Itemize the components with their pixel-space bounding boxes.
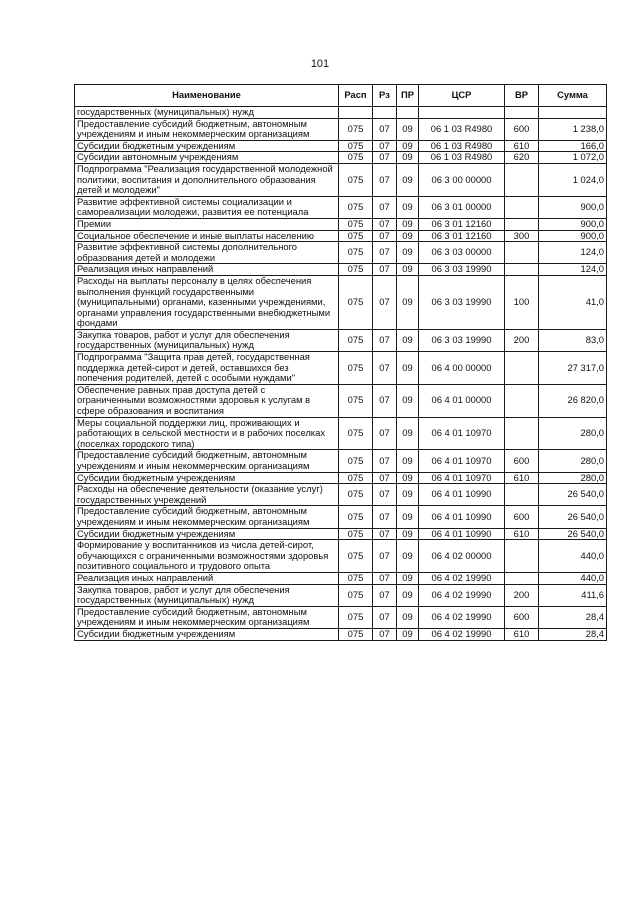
cell-pr: 09 (397, 163, 419, 196)
cell-rz: 07 (373, 118, 397, 140)
cell-rz: 07 (373, 242, 397, 264)
cell-csr: 06 4 00 00000 (419, 352, 505, 385)
cell-name: Предоставление субсидий бюджетным, автономным учреждениям и иным некоммерческим организациям (75, 450, 339, 472)
cell-pr: 09 (397, 329, 419, 351)
cell-rz: 07 (373, 584, 397, 606)
cell-csr: 06 3 01 00000 (419, 196, 505, 218)
cell-rz: 07 (373, 384, 397, 417)
cell-rasp: 075 (339, 242, 373, 264)
cell-csr: 06 3 01 12160 (419, 230, 505, 242)
cell-vr: 600 (505, 606, 539, 628)
cell-sum: 28,4 (539, 606, 607, 628)
cell-rz: 07 (373, 572, 397, 584)
table-row (75, 196, 607, 218)
cell-csr: 06 4 02 19990 (419, 606, 505, 628)
header-rz: Рз (373, 85, 397, 107)
cell-vr: 620 (505, 152, 539, 164)
table-row (75, 628, 607, 640)
cell-sum: 900,0 (539, 196, 607, 218)
cell-pr: 09 (397, 384, 419, 417)
cell-rz: 07 (373, 606, 397, 628)
cell-vr (505, 196, 539, 218)
cell-csr: 06 1 03 R4980 (419, 140, 505, 152)
cell-rasp: 075 (339, 275, 373, 329)
table-header-row (75, 85, 607, 107)
cell-csr: 06 3 03 19990 (419, 329, 505, 351)
cell-rasp: 075 (339, 628, 373, 640)
cell-sum: 26 540,0 (539, 528, 607, 540)
cell-csr (419, 107, 505, 119)
table-row (75, 352, 607, 385)
cell-rasp: 075 (339, 472, 373, 484)
cell-rz: 07 (373, 218, 397, 230)
cell-sum: 28,4 (539, 628, 607, 640)
cell-rz: 07 (373, 628, 397, 640)
cell-name: Субсидии автономным учреждениям (75, 152, 339, 164)
table-row (75, 472, 607, 484)
cell-rz: 07 (373, 540, 397, 573)
cell-sum: 41,0 (539, 275, 607, 329)
cell-csr: 06 4 02 19990 (419, 572, 505, 584)
cell-csr: 06 4 01 10970 (419, 472, 505, 484)
cell-pr: 09 (397, 540, 419, 573)
cell-sum: 440,0 (539, 540, 607, 573)
table-row (75, 417, 607, 450)
cell-vr: 600 (505, 118, 539, 140)
table-row (75, 540, 607, 573)
cell-rasp: 075 (339, 352, 373, 385)
cell-vr: 600 (505, 450, 539, 472)
cell-csr: 06 3 00 00000 (419, 163, 505, 196)
table-row (75, 450, 607, 472)
cell-rz: 07 (373, 329, 397, 351)
table-row (75, 528, 607, 540)
cell-csr: 06 4 02 00000 (419, 540, 505, 573)
cell-name: Подпрограмма "Защита прав детей, государственная поддержка детей-сирот и детей, оставшихся без попечения родителей, детей с особыми нуждами" (75, 352, 339, 385)
cell-name: государственных (муниципальных) нужд (75, 107, 339, 119)
cell-vr (505, 352, 539, 385)
cell-vr: 300 (505, 230, 539, 242)
cell-pr: 09 (397, 417, 419, 450)
cell-name: Реализация иных направлений (75, 264, 339, 276)
table-row (75, 118, 607, 140)
cell-csr: 06 3 01 12160 (419, 218, 505, 230)
cell-rasp: 075 (339, 484, 373, 506)
table-row (75, 264, 607, 276)
cell-name: Меры социальной поддержки лиц, проживающих и работающих в сельской местности и в рабочих поселках (поселках городского типа) (75, 417, 339, 450)
table-row (75, 152, 607, 164)
table-row (75, 329, 607, 351)
cell-sum (539, 107, 607, 119)
cell-name: Закупка товаров, работ и услуг для обеспечения государственных (муниципальных) нужд (75, 329, 339, 351)
cell-name: Субсидии бюджетным учреждениям (75, 472, 339, 484)
cell-pr: 09 (397, 152, 419, 164)
cell-pr: 09 (397, 352, 419, 385)
cell-rz: 07 (373, 196, 397, 218)
cell-vr: 100 (505, 275, 539, 329)
cell-name: Обеспечение равных прав доступа детей с ограниченными возможностями здоровья к услугам в сфере образования и воспитания (75, 384, 339, 417)
cell-csr: 06 3 03 19990 (419, 275, 505, 329)
header-pr: ПР (397, 85, 419, 107)
cell-rasp: 075 (339, 163, 373, 196)
cell-csr: 06 4 01 10990 (419, 528, 505, 540)
cell-name: Субсидии бюджетным учреждениям (75, 628, 339, 640)
cell-vr: 610 (505, 472, 539, 484)
cell-pr: 09 (397, 196, 419, 218)
cell-rz: 07 (373, 230, 397, 242)
table-row (75, 275, 607, 329)
cell-pr: 09 (397, 606, 419, 628)
cell-rz: 07 (373, 484, 397, 506)
table-row (75, 242, 607, 264)
cell-name: Предоставление субсидий бюджетным, автономным учреждениям и иным некоммерческим организациям (75, 606, 339, 628)
cell-vr (505, 384, 539, 417)
cell-rz: 07 (373, 506, 397, 528)
cell-csr: 06 3 03 19990 (419, 264, 505, 276)
cell-vr: 600 (505, 506, 539, 528)
cell-sum: 280,0 (539, 450, 607, 472)
cell-csr: 06 4 01 00000 (419, 384, 505, 417)
cell-name: Закупка товаров, работ и услуг для обеспечения государственных (муниципальных) нужд (75, 584, 339, 606)
cell-pr: 09 (397, 628, 419, 640)
cell-pr: 09 (397, 218, 419, 230)
cell-vr: 610 (505, 528, 539, 540)
cell-rasp: 075 (339, 264, 373, 276)
table-row (75, 230, 607, 242)
cell-csr: 06 4 02 19990 (419, 628, 505, 640)
cell-vr (505, 218, 539, 230)
cell-pr: 09 (397, 140, 419, 152)
cell-name: Премии (75, 218, 339, 230)
cell-rasp: 075 (339, 230, 373, 242)
cell-sum: 411,6 (539, 584, 607, 606)
cell-rasp: 075 (339, 218, 373, 230)
cell-vr (505, 242, 539, 264)
cell-sum: 26 540,0 (539, 484, 607, 506)
cell-name: Предоставление субсидий бюджетным, автономным учреждениям и иным некоммерческим организациям (75, 118, 339, 140)
cell-rasp: 075 (339, 140, 373, 152)
cell-csr: 06 4 02 19990 (419, 584, 505, 606)
cell-sum: 124,0 (539, 242, 607, 264)
cell-pr: 09 (397, 118, 419, 140)
cell-pr: 09 (397, 275, 419, 329)
cell-rasp: 075 (339, 540, 373, 573)
cell-name: Субсидии бюджетным учреждениям (75, 528, 339, 540)
cell-csr: 06 1 03 R4980 (419, 152, 505, 164)
cell-rz: 07 (373, 275, 397, 329)
cell-rz: 07 (373, 140, 397, 152)
cell-rz: 07 (373, 417, 397, 450)
cell-csr: 06 4 01 10970 (419, 417, 505, 450)
cell-rz: 07 (373, 528, 397, 540)
cell-csr: 06 4 01 10970 (419, 450, 505, 472)
cell-sum: 124,0 (539, 264, 607, 276)
cell-rasp: 075 (339, 329, 373, 351)
cell-name: Развитие эффективной системы социализации и самореализации молодежи, развития ее потенциала (75, 196, 339, 218)
cell-name: Расходы на обеспечение деятельности (оказание услуг) государственных учреждений (75, 484, 339, 506)
table-row (75, 218, 607, 230)
cell-rz: 07 (373, 163, 397, 196)
cell-rz: 07 (373, 352, 397, 385)
cell-name: Развитие эффективной системы дополнительного образования детей и молодежи (75, 242, 339, 264)
cell-rasp: 075 (339, 584, 373, 606)
cell-rz (373, 107, 397, 119)
cell-vr (505, 417, 539, 450)
cell-vr: 610 (505, 628, 539, 640)
cell-name: Социальное обеспечение и иные выплаты населению (75, 230, 339, 242)
table-row (75, 484, 607, 506)
cell-csr: 06 4 01 10990 (419, 506, 505, 528)
table-row (75, 163, 607, 196)
cell-vr (505, 264, 539, 276)
cell-sum: 26 820,0 (539, 384, 607, 417)
cell-vr (505, 163, 539, 196)
cell-rasp: 075 (339, 196, 373, 218)
cell-vr (505, 107, 539, 119)
cell-sum: 900,0 (539, 218, 607, 230)
cell-rasp: 075 (339, 506, 373, 528)
header-sum: Сумма (539, 85, 607, 107)
cell-rasp: 075 (339, 118, 373, 140)
cell-pr: 09 (397, 450, 419, 472)
cell-sum: 280,0 (539, 417, 607, 450)
cell-rasp: 075 (339, 152, 373, 164)
cell-sum: 1 072,0 (539, 152, 607, 164)
header-vr: ВР (505, 85, 539, 107)
page-number: 101 (310, 58, 330, 70)
table-body (75, 107, 607, 641)
cell-pr: 09 (397, 484, 419, 506)
cell-rasp: 075 (339, 384, 373, 417)
cell-rz: 07 (373, 472, 397, 484)
cell-vr: 610 (505, 140, 539, 152)
table-row (75, 107, 607, 119)
header-rasp: Расп (339, 85, 373, 107)
cell-csr: 06 3 03 00000 (419, 242, 505, 264)
table-row (75, 572, 607, 584)
cell-sum: 440,0 (539, 572, 607, 584)
cell-rasp: 075 (339, 606, 373, 628)
cell-vr: 200 (505, 329, 539, 351)
cell-rasp: 075 (339, 450, 373, 472)
cell-name: Предоставление субсидий бюджетным, автономным учреждениям и иным некоммерческим организациям (75, 506, 339, 528)
cell-pr: 09 (397, 506, 419, 528)
table-row (75, 606, 607, 628)
cell-rz: 07 (373, 450, 397, 472)
table-row (75, 384, 607, 417)
cell-name: Реализация иных направлений (75, 572, 339, 584)
cell-pr: 09 (397, 264, 419, 276)
cell-csr: 06 1 03 R4980 (419, 118, 505, 140)
cell-rasp: 075 (339, 528, 373, 540)
cell-rz: 07 (373, 264, 397, 276)
cell-vr (505, 484, 539, 506)
cell-rasp: 075 (339, 572, 373, 584)
cell-sum: 280,0 (539, 472, 607, 484)
cell-name: Формирование у воспитанников из числа детей-сирот, обучающихся с ограниченными возможностями здоровья позитивного социального и трудового опыта (75, 540, 339, 573)
cell-sum: 26 540,0 (539, 506, 607, 528)
table-row (75, 140, 607, 152)
cell-pr: 09 (397, 230, 419, 242)
header-name: Наименование (75, 85, 339, 107)
cell-name: Подпрограмма "Реализация государственной молодежной политики, воспитания и дополнительного образования детей и молодежи" (75, 163, 339, 196)
header-csr: ЦСР (419, 85, 505, 107)
cell-csr: 06 4 01 10990 (419, 484, 505, 506)
cell-sum: 166,0 (539, 140, 607, 152)
cell-sum: 900,0 (539, 230, 607, 242)
cell-rasp (339, 107, 373, 119)
cell-pr: 09 (397, 528, 419, 540)
cell-pr (397, 107, 419, 119)
cell-vr: 200 (505, 584, 539, 606)
cell-name: Субсидии бюджетным учреждениям (75, 140, 339, 152)
cell-rz: 07 (373, 152, 397, 164)
cell-sum: 27 317,0 (539, 352, 607, 385)
cell-pr: 09 (397, 472, 419, 484)
cell-sum: 1 238,0 (539, 118, 607, 140)
cell-name: Расходы на выплаты персоналу в целях обеспечения выполнения функций государственными (муниципальными) органами, казенными учреждениями, органами управления государственными внебюджетными фондами (75, 275, 339, 329)
cell-sum: 1 024,0 (539, 163, 607, 196)
budget-table (74, 84, 607, 641)
cell-rasp: 075 (339, 417, 373, 450)
cell-pr: 09 (397, 584, 419, 606)
table-row (75, 506, 607, 528)
cell-vr (505, 572, 539, 584)
cell-pr: 09 (397, 242, 419, 264)
table-row (75, 584, 607, 606)
cell-sum: 83,0 (539, 329, 607, 351)
cell-pr: 09 (397, 572, 419, 584)
cell-vr (505, 540, 539, 573)
